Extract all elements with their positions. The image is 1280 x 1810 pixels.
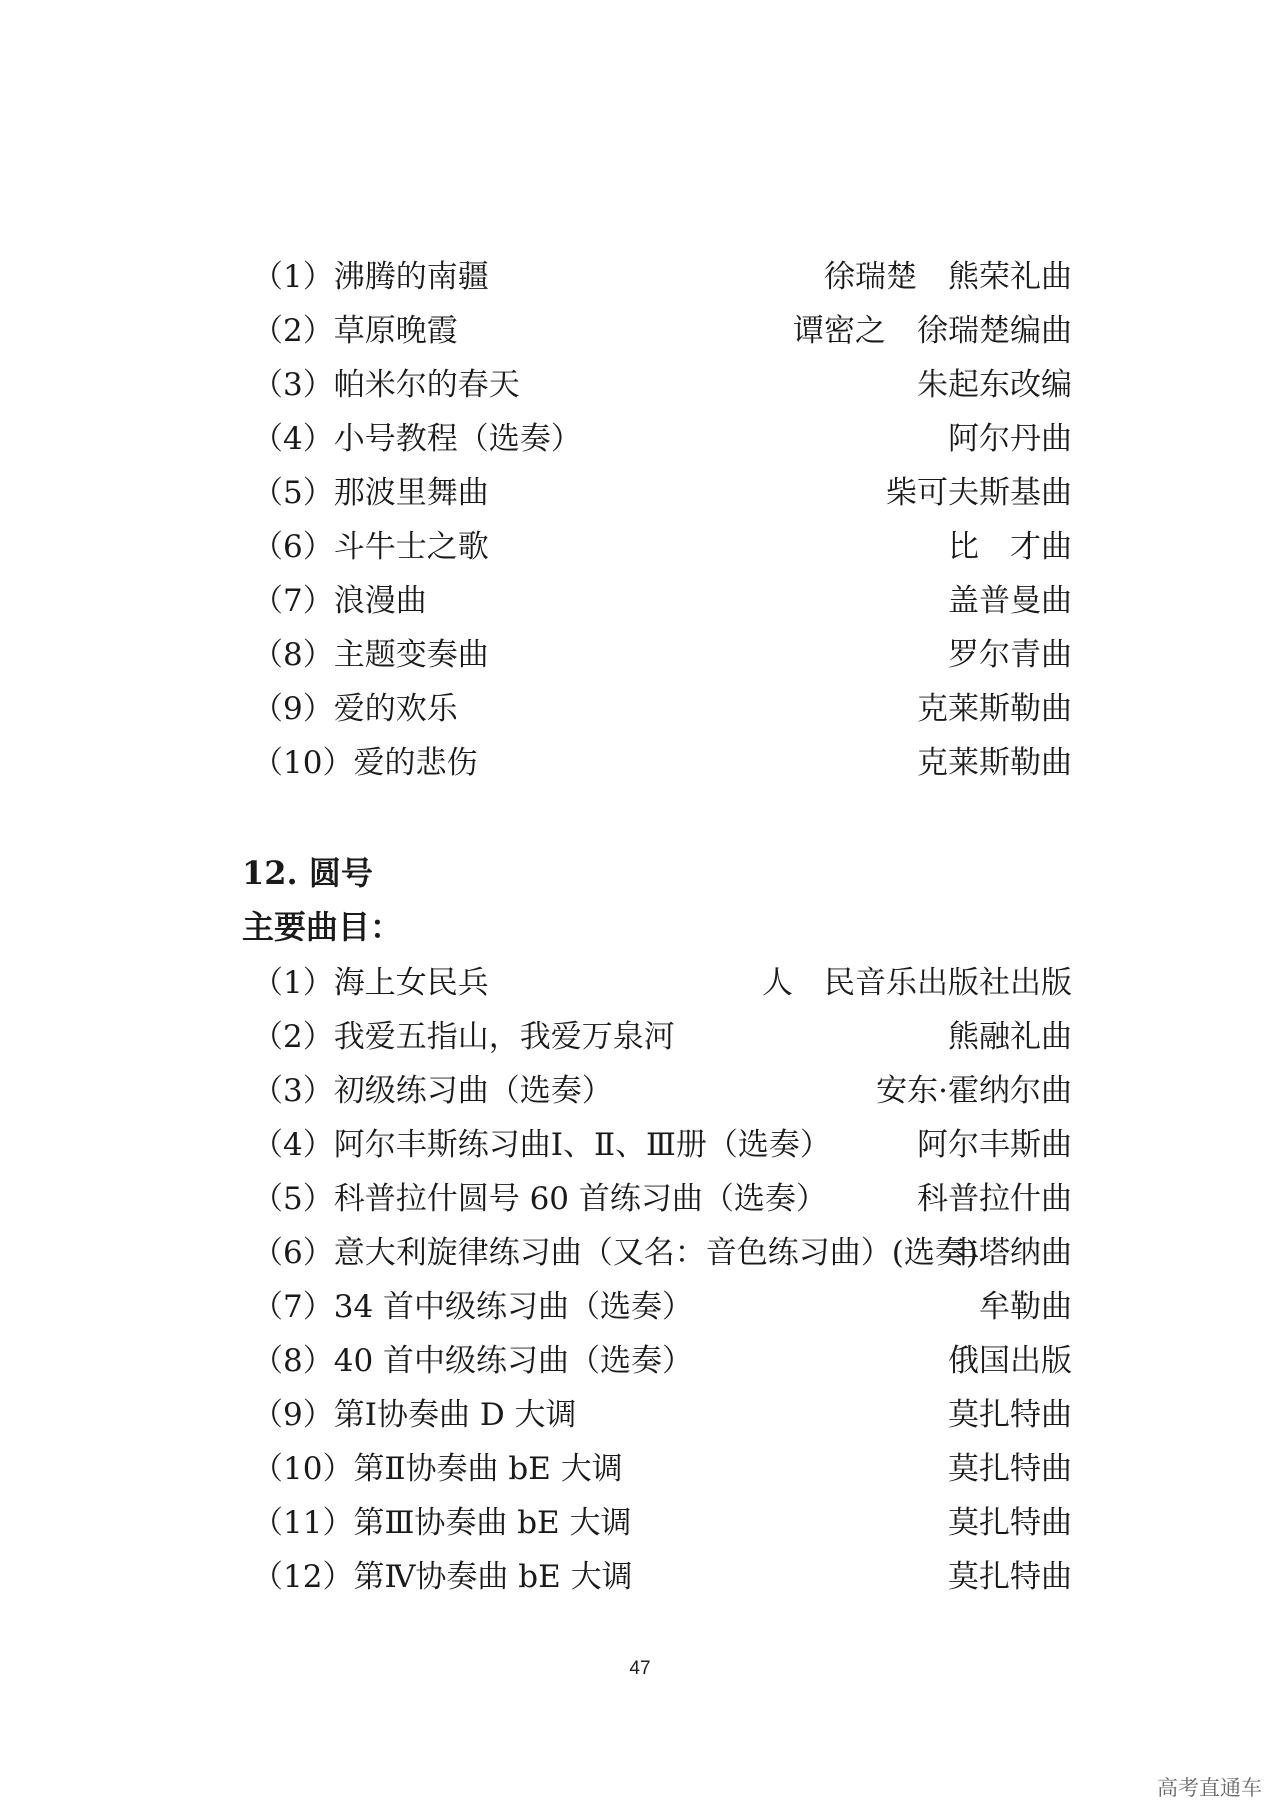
- piece-composer: 盖普曼曲: [948, 583, 1072, 619]
- list-item: [252, 412, 1072, 466]
- piece-title: （5）科普拉什圆号 60 首练习曲（选奏）: [252, 1181, 827, 1217]
- piece-composer: 人 民音乐出版社出版: [762, 965, 1072, 1001]
- piece-composer: 俄国出版: [948, 1343, 1072, 1379]
- piece-title: （3）帕米尔的春天: [252, 367, 520, 403]
- piece-title: （8）40 首中级练习曲（选奏）: [252, 1343, 694, 1379]
- piece-title: （1）海上女民兵: [252, 965, 489, 1001]
- list-item: [252, 1550, 1072, 1604]
- list-item: [252, 1064, 1072, 1118]
- page-number: 47: [629, 1658, 651, 1679]
- piece-composer: 朱起东改编: [917, 367, 1072, 403]
- piece-title: （7）34 首中级练习曲（选奏）: [252, 1289, 694, 1325]
- piece-title: （6）斗牛士之歌: [252, 529, 489, 565]
- piece-composer: 安东·霍纳尔曲: [876, 1073, 1072, 1109]
- piece-title: （6）意大利旋律练习曲（又名：音色练习曲）(选奏): [252, 1235, 978, 1271]
- piece-composer: 克莱斯勒曲: [917, 745, 1072, 781]
- piece-title: （2）我爱五指山，我爱万泉河: [252, 1019, 675, 1055]
- piece-title: （11）第Ⅲ协奏曲 bE 大调: [252, 1505, 632, 1541]
- piece-title: （4）阿尔丰斯练习曲Ⅰ、Ⅱ、Ⅲ册（选奏）: [252, 1127, 831, 1163]
- piece-composer: 阿尔丹曲: [948, 421, 1072, 457]
- piece-title: （5）那波里舞曲: [252, 475, 489, 511]
- list-item: [252, 1118, 1072, 1172]
- piece-title: （2）草原晚霞: [252, 313, 458, 349]
- piece-composer: 谭密之 徐瑞楚编曲: [793, 313, 1072, 349]
- piece-composer: 柴可夫斯基曲: [886, 475, 1072, 511]
- list-item: [252, 1280, 1072, 1334]
- piece-composer: 丰塔纳曲: [948, 1235, 1072, 1271]
- piece-title: （9）第Ⅰ协奏曲 D 大调: [252, 1397, 577, 1433]
- repertoire-list-french-horn: [252, 956, 1072, 1604]
- piece-title: （3）初级练习曲（选奏）: [252, 1073, 613, 1109]
- piece-composer: 阿尔丰斯曲: [917, 1127, 1072, 1163]
- list-item: [252, 1496, 1072, 1550]
- piece-composer: 比 才曲: [948, 529, 1072, 565]
- piece-composer: 熊融礼曲: [948, 1019, 1072, 1055]
- piece-composer: 牟勒曲: [979, 1289, 1072, 1325]
- list-item: [252, 358, 1072, 412]
- list-item: [252, 628, 1072, 682]
- piece-title: （8）主题变奏曲: [252, 637, 489, 673]
- list-item: [252, 1172, 1072, 1226]
- piece-composer: 莫扎特曲: [948, 1559, 1072, 1595]
- repertoire-list-previous-section: [252, 250, 1072, 790]
- list-item: [252, 682, 1072, 736]
- list-item: [252, 736, 1072, 790]
- list-item: [252, 1334, 1072, 1388]
- list-item: [252, 250, 1072, 304]
- piece-title: （10）爱的悲伤: [252, 745, 478, 781]
- piece-composer: 莫扎特曲: [948, 1451, 1072, 1487]
- list-item: [252, 1388, 1072, 1442]
- section-heading: 12. 圆号: [242, 854, 373, 892]
- list-item: [252, 1226, 1072, 1280]
- list-item: [252, 520, 1072, 574]
- piece-title: （7）浪漫曲: [252, 583, 427, 619]
- piece-composer: 科普拉什曲: [917, 1181, 1072, 1217]
- list-item: [252, 956, 1072, 1010]
- piece-title: （12）第Ⅳ协奏曲 bE 大调: [252, 1559, 633, 1595]
- list-item: [252, 1442, 1072, 1496]
- piece-composer: 罗尔青曲: [948, 637, 1072, 673]
- watermark-text: 高考直通车: [1157, 1777, 1262, 1800]
- list-item: [252, 304, 1072, 358]
- piece-title: （4）小号教程（选奏）: [252, 421, 582, 457]
- piece-title: （1）沸腾的南疆: [252, 259, 489, 295]
- list-item: [252, 574, 1072, 628]
- piece-composer: 莫扎特曲: [948, 1397, 1072, 1433]
- piece-composer: 克莱斯勒曲: [917, 691, 1072, 727]
- main-repertoire-heading: 主要曲目：: [242, 908, 403, 946]
- list-item: [252, 1010, 1072, 1064]
- piece-title: （9）爱的欢乐: [252, 691, 458, 727]
- list-item: [252, 466, 1072, 520]
- piece-title: （10）第Ⅱ协奏曲 bE 大调: [252, 1451, 623, 1487]
- piece-composer: 莫扎特曲: [948, 1505, 1072, 1541]
- piece-composer: 徐瑞楚 熊荣礼曲: [824, 259, 1072, 295]
